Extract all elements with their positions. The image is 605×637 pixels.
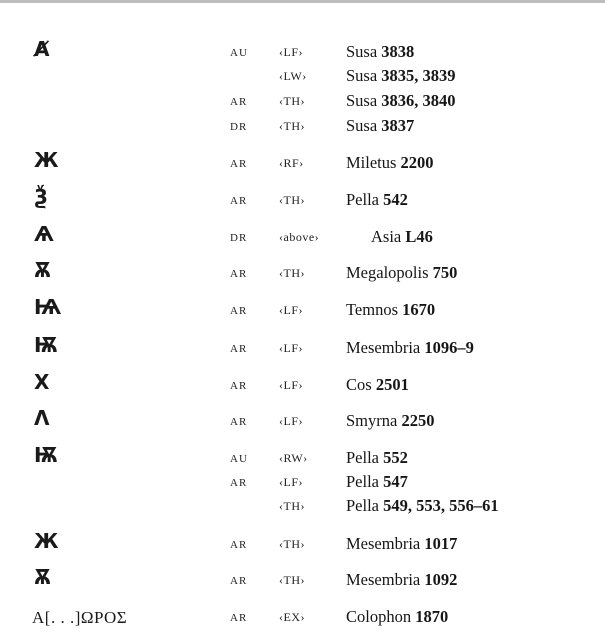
mint-name: Pella (346, 190, 379, 209)
mint-reference (346, 448, 408, 468)
position-code: ‹RW› (279, 451, 308, 465)
metal-code: AR (230, 380, 248, 392)
mint-name: Mesembria (346, 534, 421, 553)
metal-code: DR (230, 121, 248, 133)
mint-reference (346, 472, 408, 492)
mint-name: Smyrna (346, 411, 398, 430)
catalog-number: 1096–9 (424, 338, 474, 357)
table-row (0, 607, 605, 629)
table-row (0, 370, 605, 397)
mint-reference (346, 116, 414, 136)
mint-name: Susa (346, 42, 378, 61)
mint-name: Mesembria (346, 570, 421, 589)
position-code: ‹TH› (279, 94, 305, 108)
catalog-number: 1870 (415, 607, 449, 626)
position-code: ‹LF› (279, 341, 303, 355)
metal-code: AR (230, 158, 248, 170)
mint-name: Miletus (346, 153, 397, 172)
metal-code: AR (230, 575, 248, 587)
table-row (0, 116, 605, 138)
catalog-number: 549, 553, 556–61 (383, 496, 499, 515)
table-row (0, 333, 605, 360)
monogram-symbol: Ѭ (34, 443, 59, 467)
position-code: ‹LF› (279, 303, 303, 317)
monogram-symbol: Ѯ (34, 185, 48, 209)
position-code: ‹LF› (279, 414, 303, 428)
mint-reference (346, 411, 434, 431)
mint-reference (346, 300, 435, 320)
position-code: ‹LF› (279, 45, 303, 59)
mint-name: Temnos (346, 300, 399, 319)
top-rule (0, 0, 605, 3)
table-row (0, 472, 605, 494)
mint-name: Pella (346, 496, 379, 515)
table-row (0, 496, 605, 518)
mint-reference (346, 66, 456, 86)
mint-name: Colophon (346, 607, 412, 626)
metal-code: AR (230, 195, 248, 207)
catalog-number: 3835, 3839 (381, 66, 456, 85)
mint-reference (346, 91, 456, 111)
table-row (0, 443, 605, 470)
metal-code: AR (230, 305, 248, 317)
metal-code: AR (230, 96, 248, 108)
catalog-number: 2200 (400, 153, 434, 172)
mint-reference (346, 607, 448, 627)
monogram-symbol: A̸ (34, 37, 50, 61)
position-code: ‹above› (279, 230, 320, 244)
catalog-number: 3837 (381, 116, 415, 135)
table-row (0, 222, 605, 249)
catalog-number: 2501 (375, 375, 409, 394)
position-code: ‹EX› (279, 610, 305, 624)
mint-reference (346, 263, 457, 283)
monogram-symbol: Ж (34, 148, 59, 172)
mint-name: Pella (346, 448, 379, 467)
mint-name: Pella (346, 472, 379, 491)
table-row (0, 565, 605, 592)
mint-reference (346, 42, 414, 62)
monogram-symbol: Λ (34, 406, 50, 430)
monogram-symbol: Ѫ (34, 258, 52, 282)
position-code: ‹TH› (279, 499, 305, 513)
monogram-symbol: Ѩ (34, 295, 62, 319)
position-code: ‹TH› (279, 193, 305, 207)
mint-reference (371, 227, 433, 247)
position-code: ‹LF› (279, 475, 303, 489)
mint-name: Mesembria (346, 338, 421, 357)
metal-code: DR (230, 232, 248, 244)
metal-code: AR (230, 539, 248, 551)
catalog-number: 1017 (424, 534, 458, 553)
position-code: ‹RF› (279, 156, 304, 170)
catalog-number: 547 (383, 472, 408, 491)
position-code: ‹LW› (279, 69, 307, 83)
mint-name: Megalopolis (346, 263, 429, 282)
mint-name: Susa (346, 66, 378, 85)
table-row (0, 66, 605, 88)
position-code: ‹TH› (279, 266, 305, 280)
metal-code: AR (230, 612, 248, 624)
mint-name: Susa (346, 116, 378, 135)
monogram-legend: Α[. . .]ΩΡΟΣ (32, 608, 128, 627)
mint-reference (346, 338, 474, 358)
metal-code: AR (230, 416, 248, 428)
mint-reference (346, 375, 409, 395)
monogram-symbol: Ѭ (34, 333, 59, 357)
position-code: ‹TH› (279, 119, 305, 133)
catalog-number: 3838 (381, 42, 415, 61)
mint-reference (346, 496, 499, 516)
position-code: ‹TH› (279, 573, 305, 587)
catalog-number: 1670 (402, 300, 436, 319)
mint-name: Susa (346, 91, 378, 110)
catalog-number: 2250 (401, 411, 435, 430)
monogram-symbol: Ѧ (34, 222, 54, 246)
table-row (0, 148, 605, 175)
catalog-number: 750 (432, 263, 458, 282)
catalog-number: 3836, 3840 (381, 91, 456, 110)
position-code: ‹LF› (279, 378, 303, 392)
table-row (0, 185, 605, 212)
catalog-number: L46 (405, 227, 433, 246)
mint-reference (346, 570, 457, 590)
mint-name: Cos (346, 375, 372, 394)
catalog-number: 542 (383, 190, 408, 209)
catalog-number: 552 (383, 448, 408, 467)
mint-reference (346, 190, 408, 210)
position-code: ‹TH› (279, 537, 305, 551)
table-row (0, 295, 605, 322)
mint-reference (346, 153, 434, 173)
metal-code: AR (230, 343, 248, 355)
monogram-symbol: Ж (34, 529, 59, 553)
table-row (0, 37, 605, 64)
mint-name: Asia (371, 227, 402, 246)
catalog-number: 1092 (424, 570, 458, 589)
mint-reference (346, 534, 457, 554)
table-row (0, 406, 605, 433)
table-row (0, 91, 605, 113)
metal-code: AR (230, 477, 248, 489)
monogram-symbol: Χ (34, 370, 50, 394)
metal-code: AU (230, 453, 248, 465)
monogram-symbol: Ѫ (34, 565, 52, 589)
table-row (0, 258, 605, 285)
metal-code: AR (230, 268, 248, 280)
metal-code: AU (230, 47, 248, 59)
table-row (0, 529, 605, 556)
